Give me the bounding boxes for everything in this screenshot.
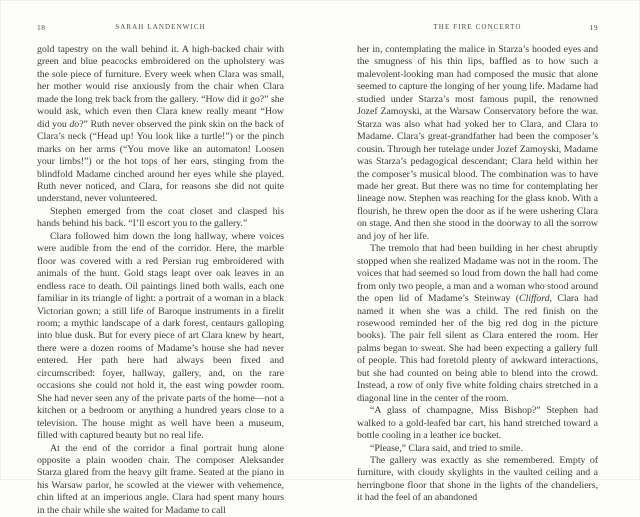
page-left bbox=[37, 0, 284, 480]
running-head-right bbox=[357, 23, 598, 32]
running-head-author: SARAH LANDENWICH bbox=[115, 23, 206, 31]
page-body-left bbox=[37, 44, 284, 517]
running-head-left bbox=[37, 23, 284, 32]
paragraph: “A glass of champagne, Miss Bishop?” Stephen had walked to a gold-leafed bar cart, his hand stretched toward a bottle cooling in a leather ice bucket. bbox=[357, 405, 598, 442]
paragraph: Clara followed him down the long hallway, where voices were audible from the end of the corridor. Here, the marble floor was covered with a red Persian rug embroidered with animals of the hunt. Gold stags leapt over oak leaves in an endless race to death. Oil paintings lined both walls, each one familiar in its triangle of light: a portrait of a woman in a black Victorian gown; a still life of Baroque instruments in a firelit room; a mythic landscape of a dark forest, centaurs galloping into blue dusk. But for every piece of art Clara knew by heart, there were a dozen rooms of Madame’s house she had never entered. Her path here had always been fixed and circumscribed: foyer, hallway, gallery, and, on the rare occasions she could not hold it, the east wing powder room. She had never seen any of the private parts of the home—not a kitchen or a bedroom or anything a hundred years close to a television. The house might as well have been a museum, filled with captured beauty but no real life. bbox=[37, 231, 284, 443]
running-head-book-title: THE FIRE CONCERTO bbox=[433, 23, 521, 31]
page-number-left: 18 bbox=[37, 23, 46, 32]
paragraph: The tremolo that had been building in her chest abruptly stopped when she realized Madame was not in the room. The voices that had seemed so loud from down the hall had come from only two people, a man and a woman who stood around the open lid of Madame’s Steinway (Clifford, Clara had named it when she was a child. The red finish on the rosewood reminded her of the big red dog in the picture books). The pair fell silent as Clara entered the room. Her palms began to sweat. She had been expecting a gallery full of people. This had foretold plenty of awkward interactions, but she had counted on being able to blend into the crowd. Instead, a row of only five white folding chairs stretched in a diagonal line in the center of the room. bbox=[357, 243, 598, 405]
page-right bbox=[357, 0, 598, 480]
paragraph: her in, contemplating the malice in Starza’s hooded eyes and the smugness of his thin lips, baffled as to how such a malevolent-looking man had composed the music that alone seemed to capture the longing of her young life. Madame had studied under Starza’s most famous pupil, the renowned Jozef Zamoyski, at the Warsaw Conservatory before the war. Starza was also what had yoked her to Clara, and Clara to Madame. Clara’s great-grandfather had been the composer’s cousin. Through her tutelage under Jozef Zamoyski, Madame was Starza’s pedagogical descendant; Clara held within her the composer’s musical blood. The combination was to have made her great. But there was no time for contemplating her lineage now. Stephen was reaching for the glass knob. With a flourish, he threw open the door as if he were ushering Clara on stage. And then she stood in the doorway to all the sorrow and joy of her life. bbox=[357, 44, 598, 243]
paragraph: “Please,” Clara said, and tried to smile. bbox=[357, 443, 598, 455]
page-body-right bbox=[357, 44, 598, 505]
paragraph: The gallery was exactly as she remembered. Empty of furniture, with cloudy skylights in the vaulted ceiling and a herringbone floor that shone in the lights of the chandeliers, it had the feel of an abandoned bbox=[357, 455, 598, 505]
paragraph: gold tapestry on the wall behind it. A high-backed chair with green and blue peacocks embroidered on the upholstery was the sole piece of furniture. Every week when Clara was small, her mother would rise anxiously from the chair when Clara made the long trek back from the gallery. “How did it go?” she would ask, which even then Clara knew really meant “How did you do?” Ruth never observed the pink skin on the back of Clara’s neck (“Head up! You look like a turtle!”) or the pinch marks on her arms (“You move like an automaton! Loosen your limbs!”) or the hot tops of her ears, stinging from the blindfold Madame cinched around her eyes while she played. Ruth never noticed, and Clara, for reasons she did not quite understand, never volunteered. bbox=[37, 44, 284, 206]
paragraph: At the end of the corridor a final portrait hung alone opposite a plain wooden chair. The composer Aleksander Starza glared from the heavy gilt frame. Seated at the piano in his Warsaw parlor, he scowled at the viewer with vehemence, chin lifted at an imperious angle. Clara had spent many hours in the chair while she waited for Madame to call bbox=[37, 443, 284, 517]
page-number-right: 19 bbox=[590, 23, 599, 32]
paragraph: Stephen emerged from the coat closet and clasped his hands behind his back. “I’ll escort you to the gallery.” bbox=[37, 206, 284, 231]
